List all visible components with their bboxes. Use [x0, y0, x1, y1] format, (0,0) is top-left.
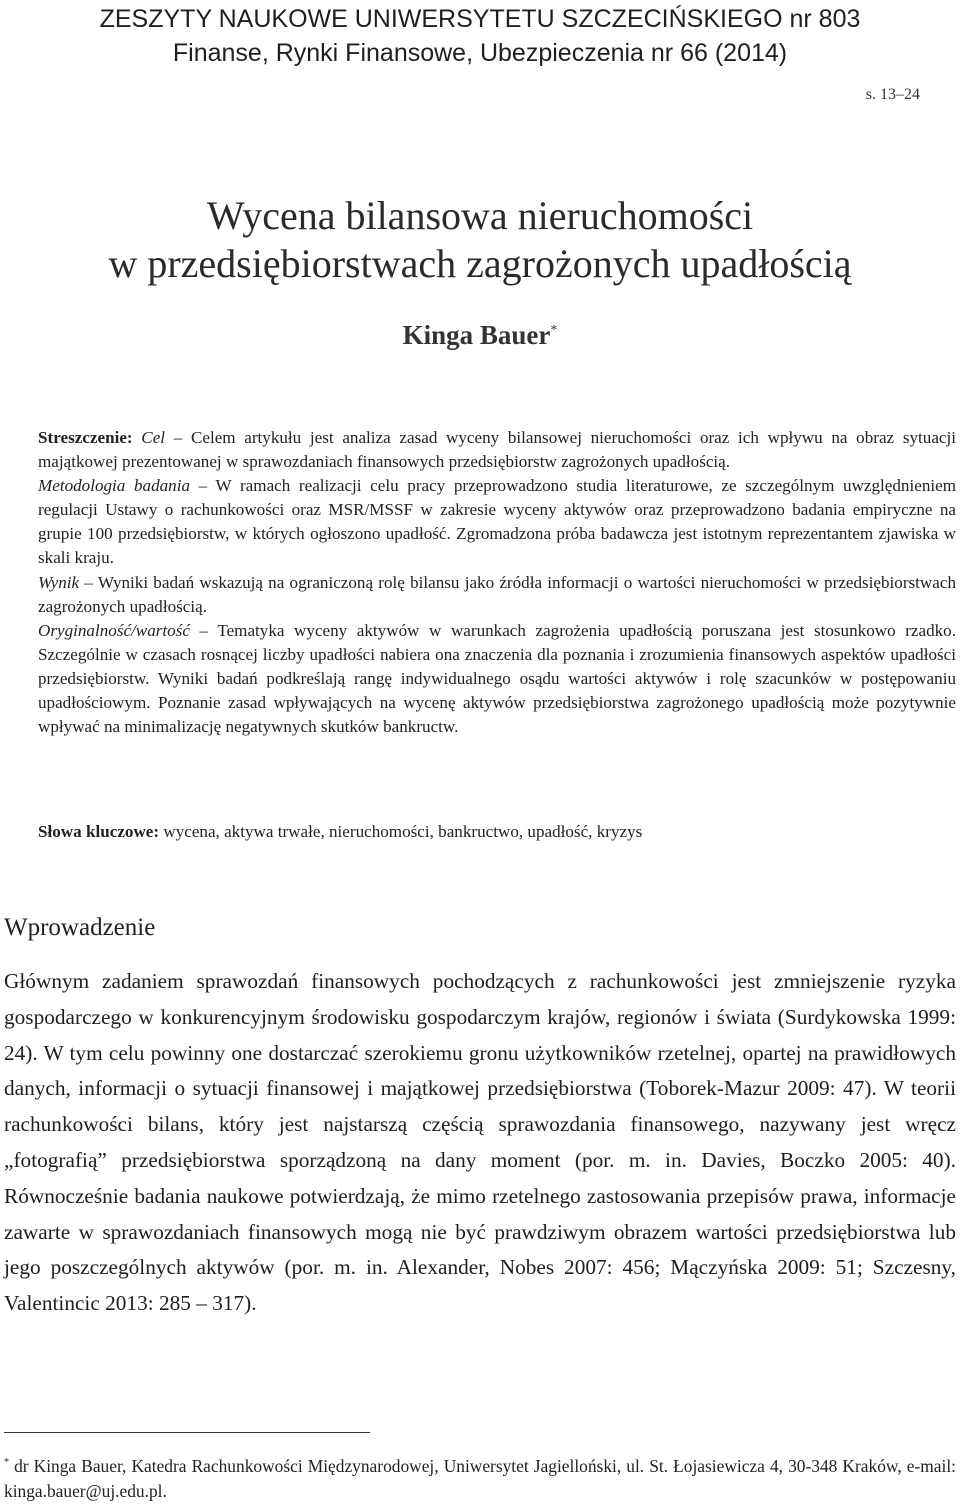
keywords-label: Słowa kluczowe: [38, 822, 160, 841]
author-name: Kinga Bauer [402, 320, 551, 350]
footnote [4, 1450, 956, 1504]
body-paragraph: Głównym zadaniem sprawozdań finansowych pochodzących z rachunkowości jest zmniejszenie ryzyka gospodarczego w konkurencyjnym środowisku gospodarczym krajów, regionów i świata (Surdykowska 1999: 24). W tym celu powinny one dostarczać szerokiemu gronu użytkowników rzetelnej, opartej na prawidłowych danych, informacji o sytuacji finansowej i majątkowej przedsiębiorstwa (Toborek-Mazur 2009: 47). W teorii rachunkowości bilans, który jest najstarszą częścią sprawozdania finansowego, nazywany jest wręcz „fotografią” przedsiębiorstwa sporządzoną na dany moment (por. m. in. Davies, Boczko 2005: 40). Równocześnie badania naukowe potwierdzają, że mimo rzetelnego zastosowania przepisów prawa, informacje zawarte w sprawozdaniach finansowych mogą nie być prawdziwym obrazem wartości przedsiębiorstwa lub jego poszczególnych aktywów (por. m. in. Alexander, Nobes 2007: 456; Mączyńska 2009: 51; Szczesny, Valentincic 2013: 285 – 317). [4, 969, 956, 1316]
wynik-label: Wynik [38, 572, 80, 592]
article-title-line-2: w przedsiębiorstwach zagrożonych upadłością [108, 241, 852, 286]
cel-text: – Celem artykułu jest analiza zasad wyceny bilansowej nieruchomości oraz ich wpływu na obraz sytuacji majątkowej prezentowanej w sprawozdaniach finansowych przedsiębiorstw zagrożonych upadłością. [38, 428, 956, 472]
author-footnote-mark: * [550, 323, 558, 338]
abstract-wynik [38, 571, 956, 619]
journal-series: Finanse, Rynki Finansowe, Ubezpieczenia nr 66 (2014) [172, 39, 788, 67]
cel-label: Cel [141, 428, 166, 447]
wynik-text: – Wyniki badań wskazują na ograniczoną rolę bilansu jako źródła informacji o wartości nieruchomości w przedsiębiorstwach zagrożonych upadłością. [38, 572, 956, 616]
section-heading: Wprowadzenie [4, 914, 156, 941]
footnote-mark: * [4, 1457, 9, 1468]
keywords-text: wycena, aktywa trwałe, nieruchomości, bankructwo, upadłość, kryzys [159, 822, 643, 841]
article-title-line-1: Wycena bilansowa nieruchomości [206, 193, 754, 238]
keywords [38, 822, 956, 842]
author [0, 320, 960, 351]
body-text [4, 964, 956, 1322]
page-range: s. 13–24 [865, 86, 920, 103]
footnote-rule [4, 1432, 370, 1433]
oryginalnosc-label: Oryginalność/wartość [38, 620, 190, 640]
journal-name: ZESZYTY NAUKOWE UNIWERSYTETU SZCZECIŃSKIEGO nr 803 [99, 5, 861, 33]
abstract-metodologia [38, 474, 956, 570]
metodologia-label: Metodologia badania [38, 476, 191, 496]
abstract-label: Streszczenie: [38, 428, 133, 447]
abstract-cel [38, 426, 956, 474]
abstract [38, 426, 956, 739]
abstract-oryginalnosc [38, 619, 956, 739]
metodologia-text: – W ramach realizacji celu pracy przeprowadzono studia literaturowe, ze szczególnym uwzględnieniem regulacji Ustawy o rachunkowości oraz MSR/MSSF w zakresie wyceny aktywów oraz przeprowadzono badania empiryczne na grupie 100 przedsiębiorstw, w których ogłoszono upadłość. Zgromadzona próba badawcza jest istotnym reprezentantem zjawiska w skali kraju. [38, 476, 956, 568]
footnote-text: dr Kinga Bauer, Katedra Rachunkowości Międzynarodowej, Uniwersytet Jagielloński, ul. St. Łojasiewicza 4, 30-348 Kraków, e-mail: kinga.bauer@uj.edu.pl. [4, 1455, 956, 1501]
oryginalnosc-text: – Tematyka wyceny aktywów w warunkach zagrożenia upadłością poruszana jest stosunkowo rzadko. Szczególnie w czasach rosnącej liczby upadłości nabiera ona znaczenia dla poznania i zrozumienia finansowych aspektów upadłości przedsiębiorstw. Wyniki badań podkreślają rangę indywidualnego osądu wartości aktywów i rolę szacunków w postępowaniu upadłościowym. Poznanie zasad wpływających na wycenę aktywów przedsiębiorstwa zagrożonego upadłością może pozytywnie wpływać na minimalizację negatywnych skutków bankructw. [38, 620, 956, 737]
